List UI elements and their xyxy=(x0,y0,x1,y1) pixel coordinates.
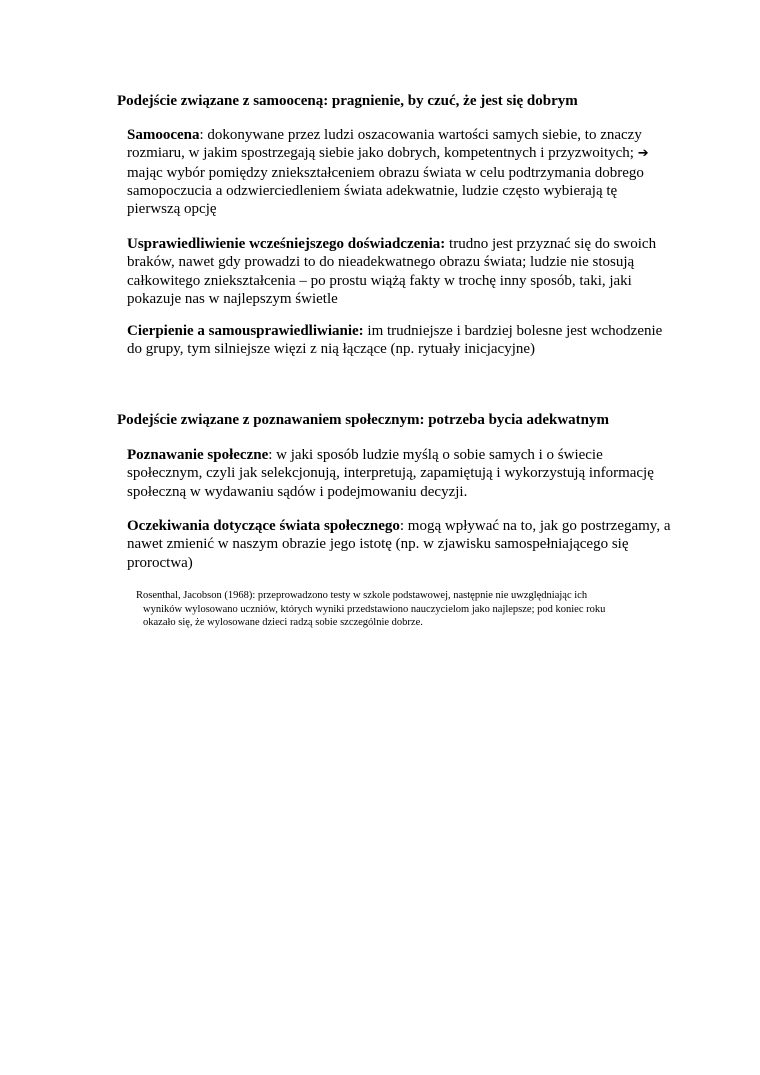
usprawiedliwienie-term: Usprawiedliwienie wcześniejszego doświadczenia: xyxy=(127,236,446,252)
oczekiwania-term: Oczekiwania dotyczące świata społecznego xyxy=(127,518,400,534)
cierpienie-paragraph xyxy=(127,322,672,359)
note-line-1: Rosenthal, Jacobson (1968): przeprowadzono testy w szkole podstawowej, następnie nie uwzględniając ich xyxy=(136,590,588,601)
samoocena-paragraph xyxy=(127,126,672,218)
samoocena-term: Samoocena xyxy=(127,127,200,143)
oczekiwania-text: : mogą wpływać na to, jak go postrzegamy, a nawet zmienić w naszym obrazie jego istotę (np. w zjawisku samospełniającego się proroctwa) xyxy=(127,518,671,571)
poznawanie-term: Poznawanie społeczne xyxy=(127,447,269,463)
oczekiwania-paragraph xyxy=(127,517,672,572)
note-line-2: wyników wylosowano uczniów, których wyniki przedstawiono nauczycielom jako najlepsze; pod koniec roku xyxy=(143,603,606,615)
usprawiedliwienie-paragraph xyxy=(127,235,672,308)
samoocena-text-continued: mając wybór pomiędzy zniekształceniem obrazu świata w celu podtrzymania dobrego samopoczucia a odzwierciedleniem świata adekwatnie, ludzie często wybierają tę pierwszą opcję xyxy=(127,164,644,218)
samoocena-text: : dokonywane przez ludzi oszacowania wartości samych siebie, to znaczy rozmiaru, w jakim spostrzegają siebie jako dobrych, kompetentnych i przyzwoitych; xyxy=(127,127,642,162)
section1-heading: Podejście związane z samooceną: pragnienie, by czuć, że jest się dobrym xyxy=(117,93,578,109)
usprawiedliwienie-text: trudno jest przyznać się do swoich braków, nawet gdy prowadzi to do nieadekwatnego obrazu świata; ludzie nie stosują całkowitego zniekształcenia – po prostu wiążą fakty w trochę inny sposób, taki, jaki pokazuje nas w najlepszym świetle xyxy=(127,236,657,307)
poznawanie-text: : w jaki sposób ludzie myślą o sobie samych i o świecie społecznym, czyli jak selekcjonują, interpretują, zapamiętują i wykorzystują informację społeczną w wydawaniu sądów i podejmowaniu decyzji. xyxy=(127,447,654,500)
rosenthal-note xyxy=(127,589,667,630)
cierpienie-term: Cierpienie a samousprawiedliwianie: xyxy=(127,323,364,339)
rosenthal-note-text xyxy=(127,589,667,630)
poznawanie-paragraph xyxy=(127,446,672,501)
cierpienie-text: im trudniejsze i bardziej bolesne jest wchodzenie do grupy, tym silniejsze więzi z nią łączące (np. rytuały inicjacyjne) xyxy=(127,323,663,358)
section2-heading: Podejście związane z poznawaniem społecznym: potrzeba bycia adekwatnym xyxy=(117,412,610,428)
arrow-right-icon: ➔ xyxy=(637,146,649,162)
note-line-3: okazało się, że wylosowane dzieci radzą sobie szczególnie dobrze. xyxy=(143,617,423,629)
